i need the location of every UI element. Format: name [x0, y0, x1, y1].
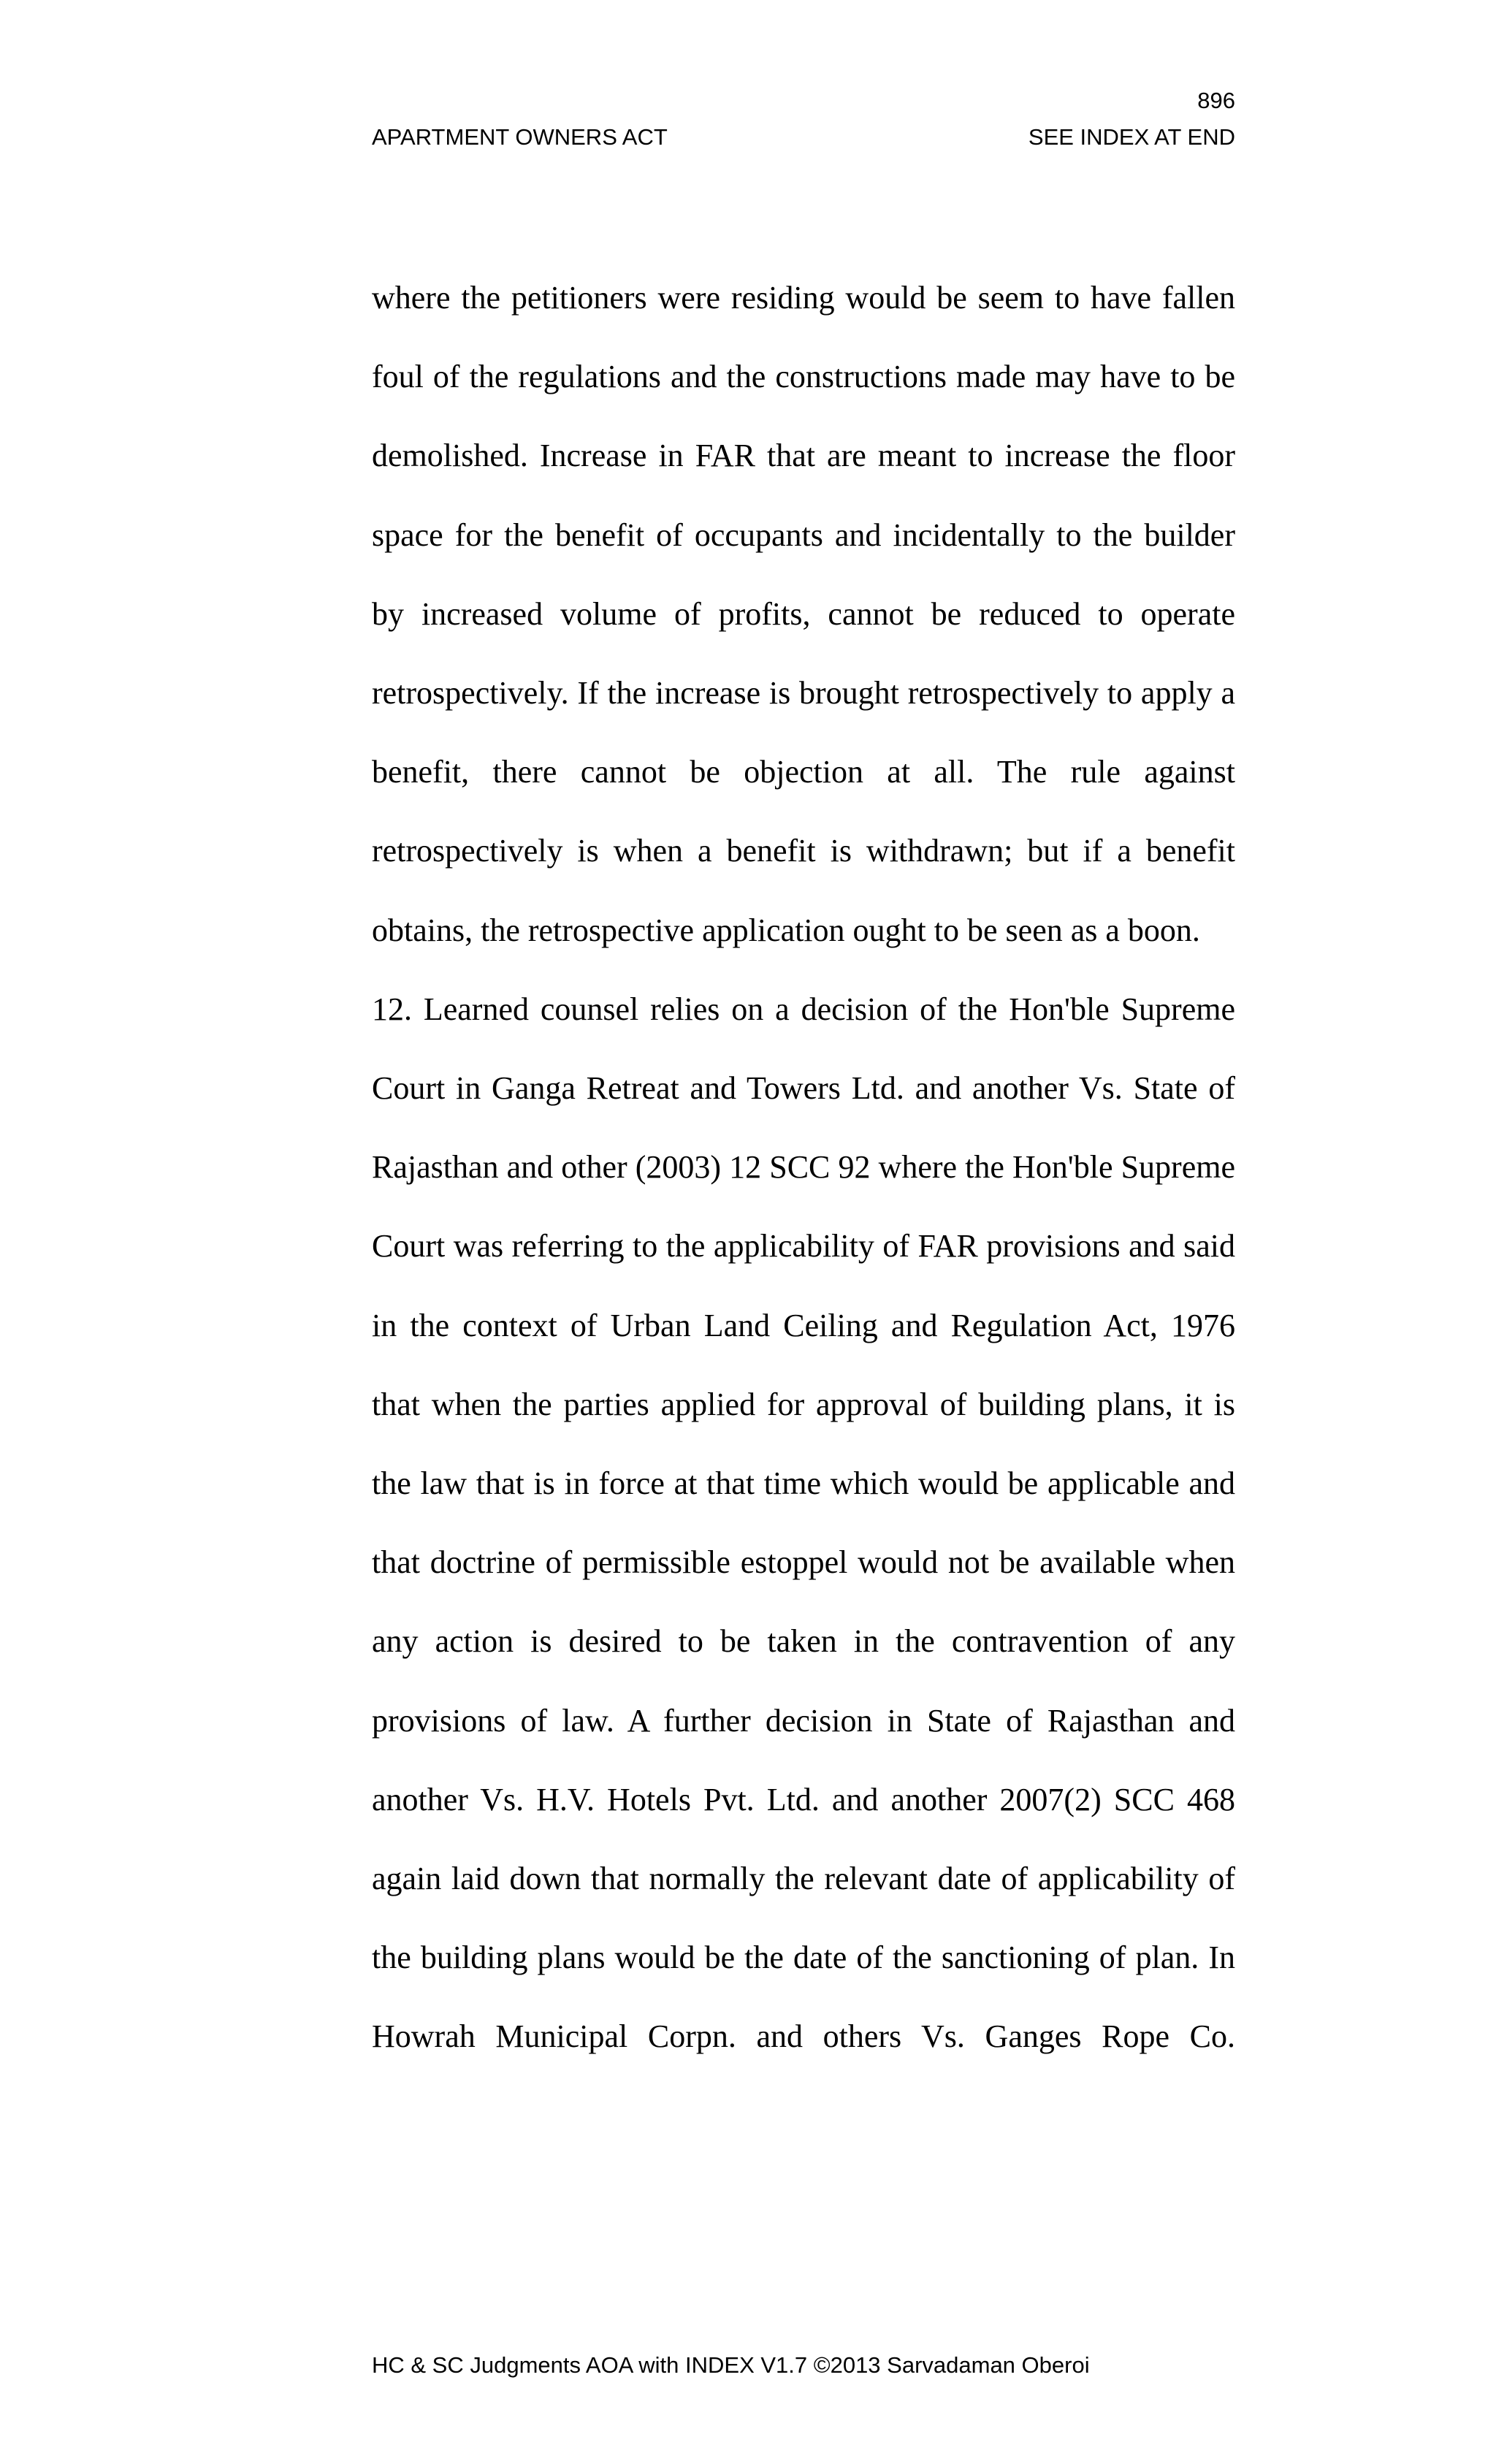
running-header-index-note: SEE INDEX AT END [1028, 124, 1235, 150]
document-body [372, 259, 1235, 2077]
body-paragraph: 12. Learned counsel relies on a decision of the Hon'ble Supreme Court in Ganga Retreat and Towers Ltd. and another Vs. State of Rajasthan and other (2003) 12 SCC 92 where the Hon'ble Supreme Court was referring to the applicability of FAR provisions and said in the context of Urban Land Ceiling and Regulation Act, 1976 that when the parties applied for approval of building plans, it is the law that is in force at that time which would be applicable and that doctrine of permissible estoppel would not be available when any action is desired to be taken in the contravention of any provisions of law. A further decision in State of Rajasthan and another Vs. H.V. Hotels Pvt. Ltd. and another 2007(2) SCC 468 again laid down that normally the relevant date of applicability of the building plans would be the date of the sanctioning of plan. In Howrah Municipal Corpn. and others Vs. Ganges Rope Co. [372, 991, 1235, 2055]
running-header-title: APARTMENT OWNERS ACT [372, 124, 668, 150]
page-number: 896 [1197, 88, 1235, 113]
page-footer: HC & SC Judgments AOA with INDEX V1.7 ©2013 Sarvadaman Oberoi [372, 2352, 1090, 2378]
body-paragraph: where the petitioners were residing would be seem to have fallen foul of the regulations and the constructions made may have to be demolished. Increase in FAR that are meant to increase the floor space for the benefit of occupants and incidentally to the builder by increased volume of profits, cannot be reduced to operate retrospectively. If the increase is brought retrospectively to apply a benefit, there cannot be objection at all. The rule against retrospectively is when a benefit is withdrawn; but if a benefit obtains, the retrospective application ought to be seen as a boon. [372, 280, 1235, 948]
